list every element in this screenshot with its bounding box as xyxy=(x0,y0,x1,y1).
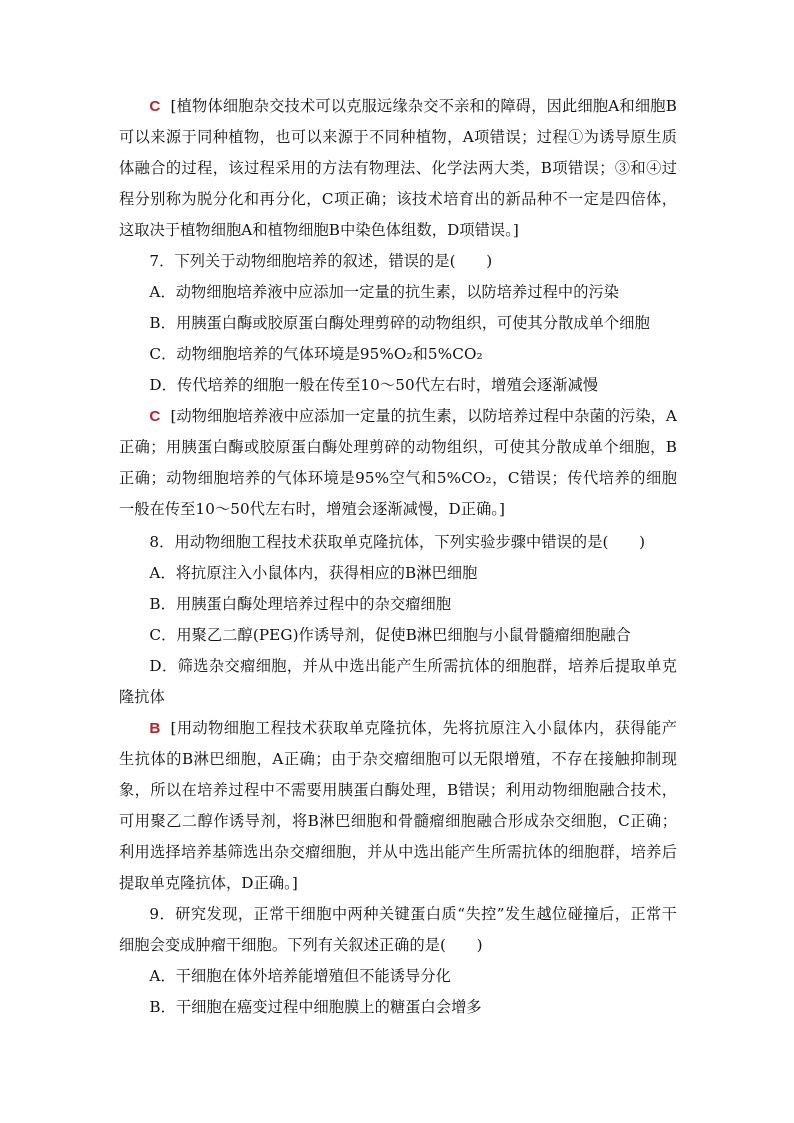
question-8 xyxy=(119,527,677,713)
option-d: D．传代培养的细胞一般在传至10～50代左右时，增殖会逐渐减慢 xyxy=(149,376,599,394)
explanation-paragraph xyxy=(119,713,677,899)
option-a: A．将抗原注入小鼠体内，获得相应的B淋巴细胞 xyxy=(149,564,478,582)
explanation-paragraph xyxy=(119,401,677,525)
explanation-paragraph xyxy=(119,91,677,246)
explanation-8 xyxy=(119,713,677,899)
answer-letter: C xyxy=(149,98,161,115)
question-7 xyxy=(119,246,677,401)
option-c: C．用聚乙二醇(PEG)作诱导剂，促使B淋巴细胞与小鼠骨髓瘤细胞融合 xyxy=(149,626,631,644)
question-9 xyxy=(119,899,677,1023)
question-stem: 9．研究发现，正常干细胞中两种关键蛋白质“失控”发生越位碰撞后，正常干细胞会变成肿瘤干细胞。下列有关叙述正确的是( ) xyxy=(119,905,677,954)
option-b: B．用胰蛋白酶或胶原蛋白酶处理剪碎的动物组织，可使其分散成单个细胞 xyxy=(149,314,650,332)
option-a: A．动物细胞培养液中应添加一定量的抗生素，以防培养过程中的污染 xyxy=(149,283,620,301)
explanation-text: [用动物细胞工程技术获取单克隆抗体，先将抗原注入小鼠体内，获得能产生抗体的B淋巴细胞，A正确；由于杂交瘤细胞可以无限增殖，不存在接触抑制现象，所以在培养过程中不需要用胰蛋白酶处理，B错误；利用动物细胞融合技术，可用聚乙二醇作诱导剂，将B淋巴细胞和骨髓瘤细胞融合形成杂交细胞，C正确；利用选择培养基筛选出杂交瘤细胞，并从中选出能产生所需抗体的细胞群，培养后提取单克隆抗体，D正确。] xyxy=(119,719,677,892)
explanation-text: [植物体细胞杂交技术可以克服远缘杂交不亲和的障碍，因此细胞A和细胞B可以来源于同种植物，也可以来源于不同种植物，A项错误；过程①为诱导原生质体融合的过程，该过程采用的方法有物理法、化学法两大类，B项错误；③和④过程分别称为脱分化和再分化，C项正确；该技术培育出的新品种不一定是四倍体，这取决于植物细胞A和植物细胞B中染色体组数，D项错误。] xyxy=(119,97,677,239)
question-stem: 8．用动物细胞工程技术获取单克隆抗体，下列实验步骤中错误的是( ) xyxy=(149,533,646,551)
explanation-6 xyxy=(119,91,677,246)
question-stem: 7．下列关于动物细胞培养的叙述，错误的是( ) xyxy=(149,252,493,270)
explanation-text: [动物细胞培养液中应添加一定量的抗生素，以防培养过程中杂菌的污染，A正确；用胰蛋白酶或胶原蛋白酶处理剪碎的动物组织，可使其分散成单个细胞，B正确；动物细胞培养的气体环境是95%空气和5%CO₂，C错误；传代培养的细胞一般在传至10～50代左右时，增殖会逐渐减慢，D正确。] xyxy=(119,407,677,518)
option-a: A．干细胞在体外培养能增殖但不能诱导分化 xyxy=(149,967,451,985)
option-b: B．用胰蛋白酶处理培养过程中的杂交瘤细胞 xyxy=(149,595,452,613)
option-d: D．筛选杂交瘤细胞，并从中选出能产生所需抗体的细胞群，培养后提取单克隆抗体 xyxy=(119,657,677,706)
explanation-7 xyxy=(119,401,677,525)
option-b: B．干细胞在癌变过程中细胞膜上的糖蛋白会增多 xyxy=(149,998,482,1016)
answer-letter: C xyxy=(149,408,161,425)
option-c: C．动物细胞培养的气体环境是95%O₂和5%CO₂ xyxy=(149,345,483,363)
answer-letter: B xyxy=(149,720,161,737)
